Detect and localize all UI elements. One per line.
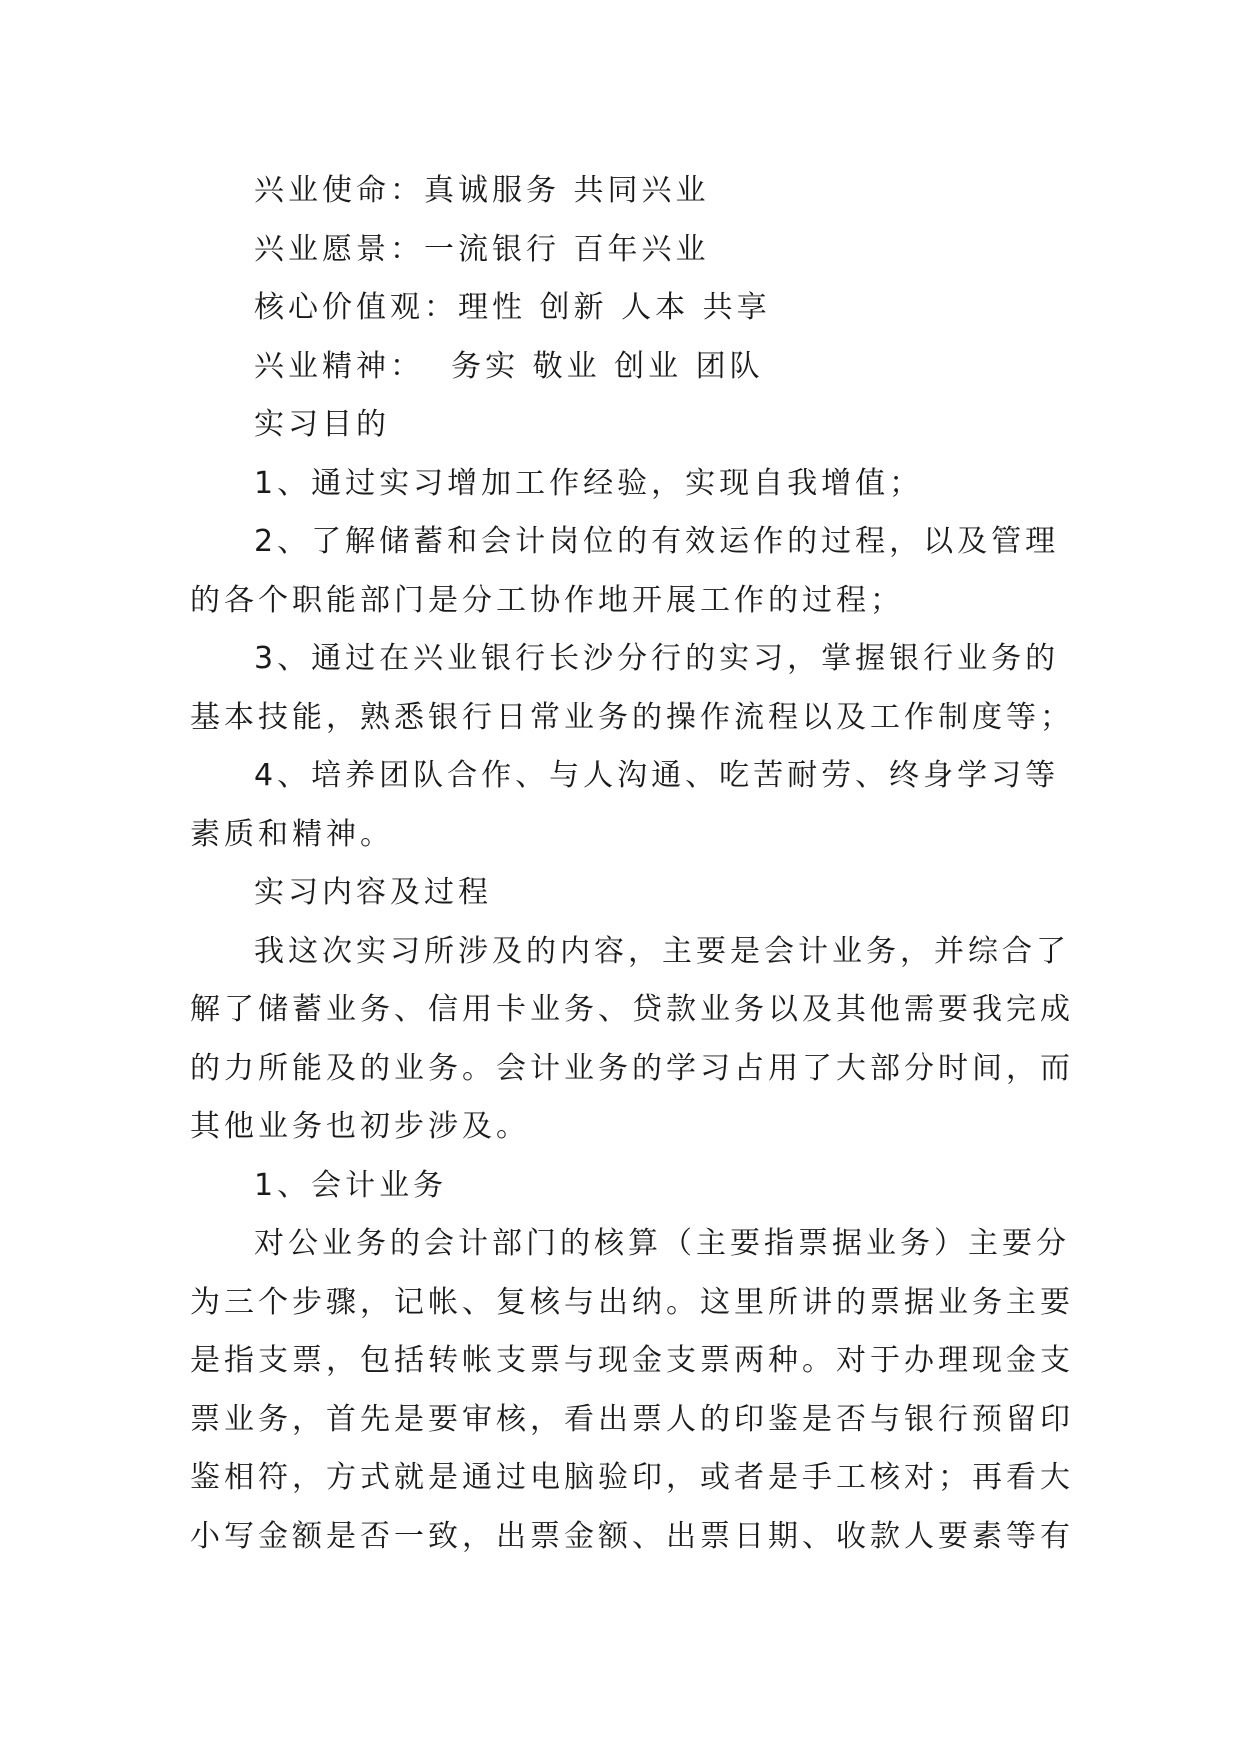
document-body <box>190 162 1074 1566</box>
section-heading-purpose: 实习目的 <box>254 407 390 442</box>
vision-statement: 兴业愿景：一流银行 百年兴业 <box>254 231 710 267</box>
purpose-item-4-line-1: 4、培养团队合作、与人沟通、吃苦耐劳、终身学习等 <box>254 758 1060 793</box>
accounting-paragraph-line-5: 鉴相符，方式就是通过电脑验印，或者是手工核对；再看大 <box>190 1460 1074 1495</box>
mission-statement: 兴业使命：真诚服务 共同兴业 <box>254 173 710 208</box>
accounting-paragraph-line-2: 为三个步骤，记帐、复核与出纳。这里所讲的票据业务主要 <box>190 1284 1074 1320</box>
content-paragraph-line-2: 解了储蓄业务、信用卡业务、贷款业务以及其他需要我完成 <box>190 992 1074 1027</box>
section-heading-content: 实习内容及过程 <box>254 875 492 910</box>
accounting-paragraph-line-3: 是指支票，包括转帐支票与现金支票两种。对于办理现金支 <box>190 1343 1074 1378</box>
content-paragraph-line-3: 的力所能及的业务。会计业务的学习占用了大部分时间，而 <box>190 1050 1074 1086</box>
purpose-item-4-line-2: 素质和精神。 <box>190 816 394 852</box>
accounting-paragraph-line-4: 票业务，首先是要审核，看出票人的印鉴是否与银行预留印 <box>190 1401 1074 1437</box>
purpose-item-2-line-1: 2、了解储蓄和会计岗位的有效运作的过程，以及管理 <box>254 524 1060 559</box>
content-paragraph-line-1: 我这次实习所涉及的内容，主要是会计业务，并综合了 <box>254 933 1070 969</box>
purpose-item-3-line-2: 基本技能，熟悉银行日常业务的操作流程以及工作制度等； <box>190 699 1074 735</box>
spirit-statement: 兴业精神： 务实 敬业 创业 团队 <box>254 348 764 384</box>
accounting-paragraph-line-6: 小写金额是否一致，出票金额、出票日期、收款人要素等有 <box>190 1518 1074 1554</box>
accounting-paragraph-line-1: 对公业务的会计部门的核算（主要指票据业务）主要分 <box>254 1226 1070 1261</box>
core-values: 核心价值观：理性 创新 人本 共享 <box>254 290 771 325</box>
purpose-item-2-line-2: 的各个职能部门是分工协作地开展工作的过程； <box>190 582 904 618</box>
content-paragraph-line-4: 其他业务也初步涉及。 <box>190 1109 530 1144</box>
purpose-item-1: 1、通过实习增加工作经验，实现自我增值； <box>254 465 924 501</box>
purpose-item-3-line-1: 3、通过在兴业银行长沙分行的实习，掌握银行业务的 <box>254 641 1060 676</box>
subsection-heading-accounting: 1、会计业务 <box>254 1167 448 1203</box>
